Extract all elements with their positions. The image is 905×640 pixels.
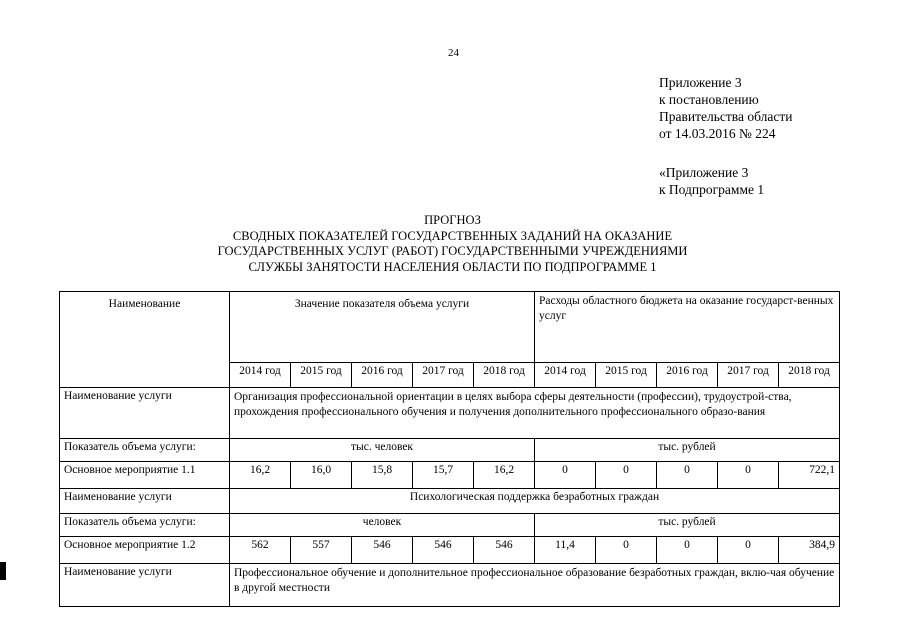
volume-column-header: Значение показателя объема услуги	[230, 292, 535, 363]
value-cell: 15,7	[413, 462, 474, 489]
value-cell: 15,8	[352, 462, 413, 489]
value-cell: 16,2	[474, 462, 535, 489]
expense-column-header: Расходы областного бюджета на оказание государст-венных услуг	[535, 292, 840, 363]
value-cell: 0	[535, 462, 596, 489]
year-cell: 2014 год	[230, 363, 291, 388]
appendix-reference	[659, 74, 792, 142]
value-cell: 0	[596, 537, 657, 564]
row-label: Основное мероприятие 1.1	[60, 462, 230, 489]
value-cell: 546	[352, 537, 413, 564]
title-line: СВОДНЫХ ПОКАЗАТЕЛЕЙ ГОСУДАРСТВЕННЫХ ЗАДАНИЙ НА ОКАЗАНИЕ	[232, 228, 673, 243]
value-cell: 11,4	[535, 537, 596, 564]
row-label: Показатель объема услуги:	[60, 514, 230, 537]
service-description: Психологическая поддержка безработных граждан	[230, 489, 840, 514]
table-row	[60, 388, 840, 439]
value-cell: 0	[718, 462, 779, 489]
subprogram-appendix-reference	[659, 164, 764, 198]
table-row	[60, 462, 840, 489]
value-cell: 0	[718, 537, 779, 564]
value-cell: 546	[413, 537, 474, 564]
year-cell: 2016 год	[352, 363, 413, 388]
value-cell: 0	[657, 462, 718, 489]
value-cell: 562	[230, 537, 291, 564]
appendix-line: Приложение 3	[659, 75, 742, 90]
appendix-line: «Приложение 3	[659, 165, 749, 180]
volume-unit: человек	[230, 514, 535, 537]
row-label: Показатель объема услуги:	[60, 439, 230, 462]
year-cell: 2018 год	[779, 363, 840, 388]
value-cell: 557	[291, 537, 352, 564]
value-cell: 0	[657, 537, 718, 564]
appendix-line: от 14.03.2016 № 224	[659, 126, 776, 141]
year-cell: 2015 год	[596, 363, 657, 388]
row-label: Наименование услуги	[60, 564, 230, 607]
year-cell: 2018 год	[474, 363, 535, 388]
table-row	[60, 489, 840, 514]
value-cell: 16,2	[230, 462, 291, 489]
table-row	[60, 439, 840, 462]
appendix-line: к постановлению	[659, 92, 759, 107]
value-cell: 722,1	[779, 462, 840, 489]
service-description: Организация профессиональной ориентации в целях выбора сферы деятельности (профессии), трудоустрой-ства, прохождения профессионального обучения и получения дополнительного профессионального образо-вания	[230, 388, 840, 439]
forecast-table	[59, 291, 840, 607]
value-cell: 0	[596, 462, 657, 489]
year-cell: 2016 год	[657, 363, 718, 388]
table-row	[60, 564, 840, 607]
document-title	[0, 213, 905, 275]
page-number: 24	[448, 47, 459, 59]
year-cell: 2015 год	[291, 363, 352, 388]
appendix-line: Правительства области	[659, 109, 793, 124]
row-label: Основное мероприятие 1.2	[60, 537, 230, 564]
appendix-line: к Подпрограмме 1	[659, 182, 765, 197]
table-row	[60, 514, 840, 537]
service-description: Профессиональное обучение и дополнительное профессиональное образование безработных граждан, вклю-чая обучение в другой местности	[230, 564, 840, 607]
year-cell: 2017 год	[413, 363, 474, 388]
table-header-row	[60, 292, 840, 363]
expense-unit: тыс. рублей	[535, 439, 840, 462]
value-cell: 384,9	[779, 537, 840, 564]
title-line: СЛУЖБЫ ЗАНЯТОСТИ НАСЕЛЕНИЯ ОБЛАСТИ ПО ПОДПРОГРАММЕ 1	[248, 259, 657, 274]
title-line: ГОСУДАРСТВЕННЫХ УСЛУГ (РАБОТ) ГОСУДАРСТВЕННЫМИ УЧРЕЖДЕНИЯМИ	[217, 244, 688, 258]
year-cell: 2014 год	[535, 363, 596, 388]
scan-artifact	[0, 562, 6, 580]
value-cell: 546	[474, 537, 535, 564]
volume-unit: тыс. человек	[230, 439, 535, 462]
row-label: Наименование услуги	[60, 489, 230, 514]
table-row	[60, 537, 840, 564]
title-line: ПРОГНОЗ	[424, 213, 481, 227]
name-column-header: Наименование	[60, 292, 230, 388]
value-cell: 16,0	[291, 462, 352, 489]
year-cell: 2017 год	[718, 363, 779, 388]
expense-unit: тыс. рублей	[535, 514, 840, 537]
row-label: Наименование услуги	[60, 388, 230, 439]
